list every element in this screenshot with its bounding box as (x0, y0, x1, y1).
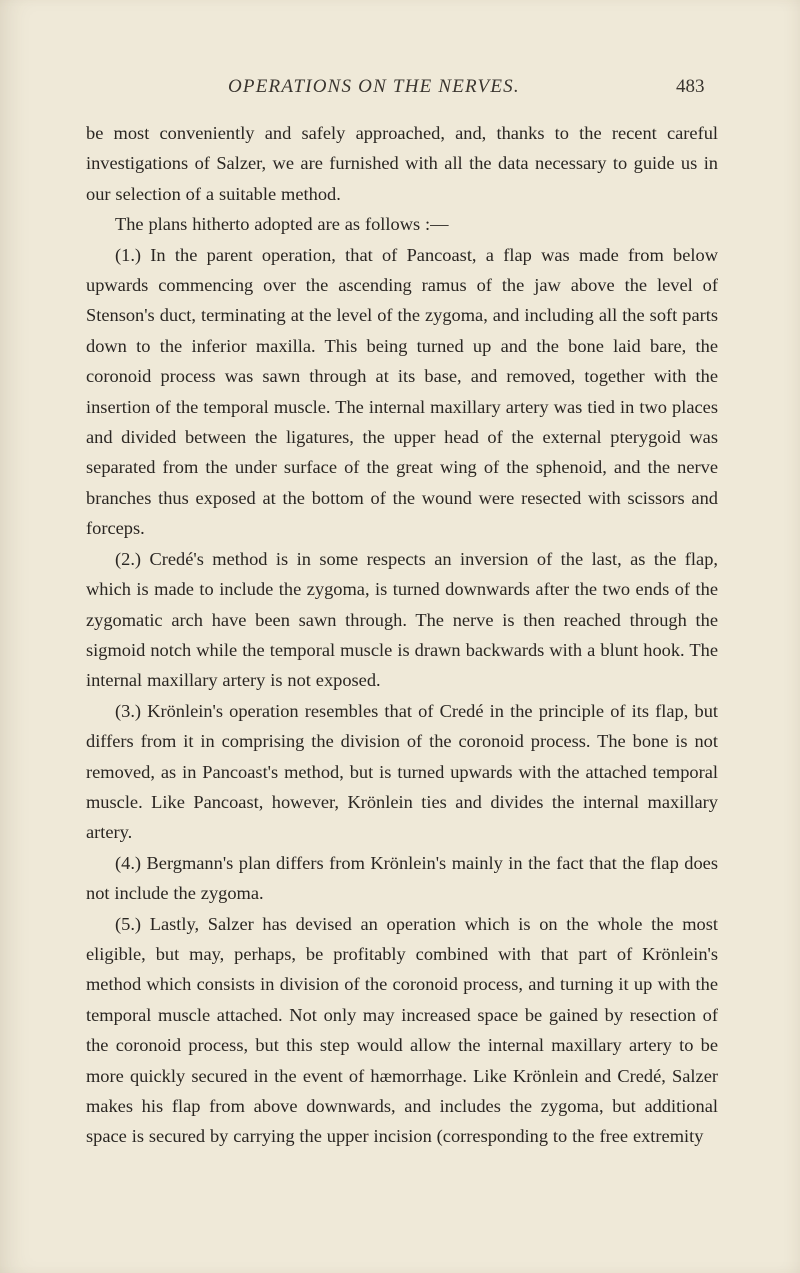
running-head (0, 76, 800, 106)
paragraph-continuation: be most conveniently and safely approached, and, thanks to the recent careful investigations of Salzer, we are furnished with all the data necessary to guide us in our selection of a suitable method. (86, 123, 718, 204)
paragraph-kronlein: (3.) Krönlein's operation resembles that of Credé in the principle of its flap, but differs from it in comprising the division of the coronoid process. The bone is not removed, as in Pancoast's method, but is turned upwards with the attached temporal muscle. Like Pancoast, however, Krönlein ties and divides the internal maxillary artery. (86, 700, 718, 843)
paragraph-crede: (2.) Credé's method is in some respects an inversion of the last, as the flap, which is made to include the zygoma, is turned downwards after the two ends of the zygomatic arch have been sawn through. The nerve is then reached through the sigmoid notch while the temporal muscle is drawn backwards with a blunt hook. The internal maxillary artery is not exposed. (86, 548, 718, 691)
running-title: OPERATIONS ON THE NERVES. (228, 76, 520, 97)
paragraph-plans-intro: The plans hitherto adopted are as follows :— (115, 214, 449, 235)
paragraph-bergmann: (4.) Bergmann's plan differs from Krönlein's mainly in the fact that the flap does not include the zygoma. (86, 852, 718, 904)
paragraph-pancoast: (1.) In the parent operation, that of Pancoast, a flap was made from below upwards commencing over the ascending ramus of the jaw above the level of Stenson's duct, terminating at the level of the zygoma, and including all the soft parts down to the inferior maxilla. This being turned up and the bone laid bare, the coronoid process was sawn through at its base, and removed, together with the insertion of the temporal muscle. The internal maxillary artery was tied in two places and divided between the ligatures, the upper head of the external pterygoid was separated from the under surface of the great wing of the sphenoid, and the nerve branches thus exposed at the bottom of the wound were resected with scissors and forceps. (86, 244, 718, 539)
body-text (86, 118, 718, 1152)
page-number: 483 (676, 76, 705, 97)
paragraph-salzer: (5.) Lastly, Salzer has devised an operation which is on the whole the most eligible, but may, perhaps, be profitably combined with that part of Krönlein's method which consists in division of the coronoid process, and turning it up with the temporal muscle attached. Not only may increased space be gained by resection of the coronoid process, but this step would allow the internal maxillary artery to be more quickly secured in the event of hæmorrhage. Like Krönlein and Credé, Salzer makes his flap from above downwards, and includes the zygoma, but additional space is secured by carrying the upper incision (corresponding to the free extremity (86, 913, 718, 1147)
